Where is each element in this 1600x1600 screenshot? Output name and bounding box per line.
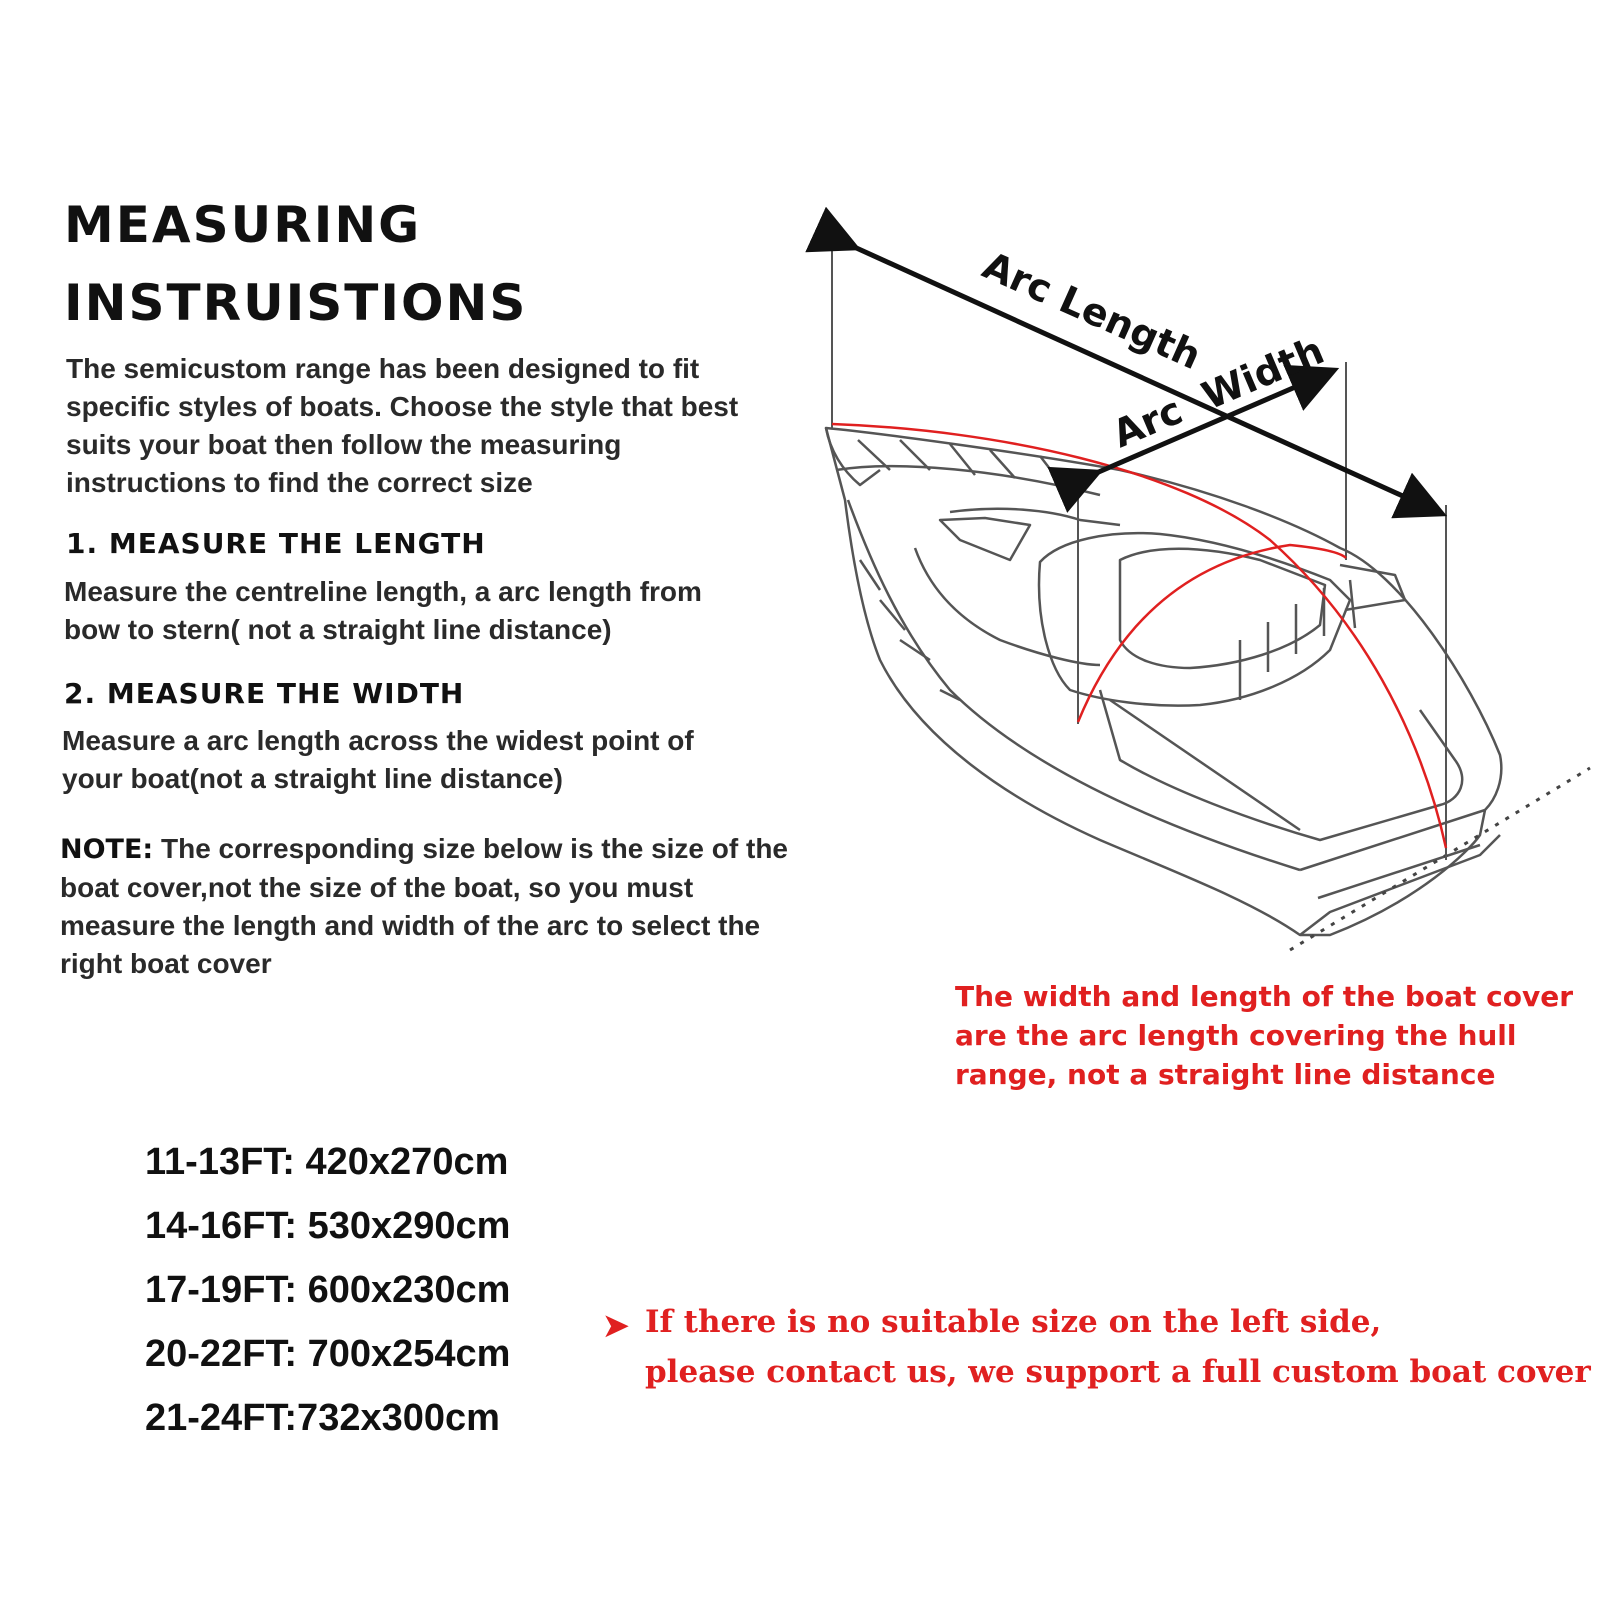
step1-heading: 1. MEASURE THE LENGTH	[66, 527, 486, 560]
contact-line-1: If there is no suitable size on the left side,	[645, 1304, 1382, 1340]
step2-heading: 2. MEASURE THE WIDTH	[64, 677, 465, 710]
contact-line-2: please contact us, we support a full custom boat cover	[645, 1354, 1591, 1390]
note-text: The corresponding size below is the size of the boat cover,not the size of the boat, so you must measure the length and width of the arc to select the right boat cover	[60, 833, 788, 979]
size-item: 14-16FT: 530x290cm	[145, 1205, 511, 1247]
boat-hull	[826, 428, 1501, 935]
size-item: 11-13FT: 420x270cm	[145, 1141, 509, 1183]
size-item: 17-19FT: 600x230cm	[145, 1269, 511, 1311]
arc-length-curve	[832, 424, 1446, 848]
size-list	[145, 1140, 510, 1448]
title-line-2: INSTRUISTIONS	[64, 274, 528, 332]
arc-length-arrow	[852, 246, 1438, 512]
step2-text: Measure a arc length across the widest point of your boat(not a straight line distance)	[62, 725, 694, 794]
title-line-1: MEASURING	[64, 196, 422, 254]
arc-length-label: Arc Length	[976, 243, 1208, 379]
arc-width-label: Arc Width	[1106, 328, 1331, 457]
note-label: NOTE:	[60, 834, 154, 865]
size-item: 21-24FT:732x300cm	[145, 1397, 500, 1439]
arrow-icon: ➤	[603, 1308, 629, 1344]
step1-text: Measure the centreline length, a arc length from bow to stern( not a straight line distance)	[64, 576, 702, 645]
intro-text: The semicustom range has been designed to fit specific styles of boats. Choose the style that best suits your boat then follow the measuring instructions to find the correct size	[66, 353, 739, 498]
arc-explanation-note: The width and length of the boat cover are the arc length covering the hull range, not a straight line distance	[955, 980, 1574, 1091]
size-item: 20-22FT: 700x254cm	[145, 1333, 511, 1375]
